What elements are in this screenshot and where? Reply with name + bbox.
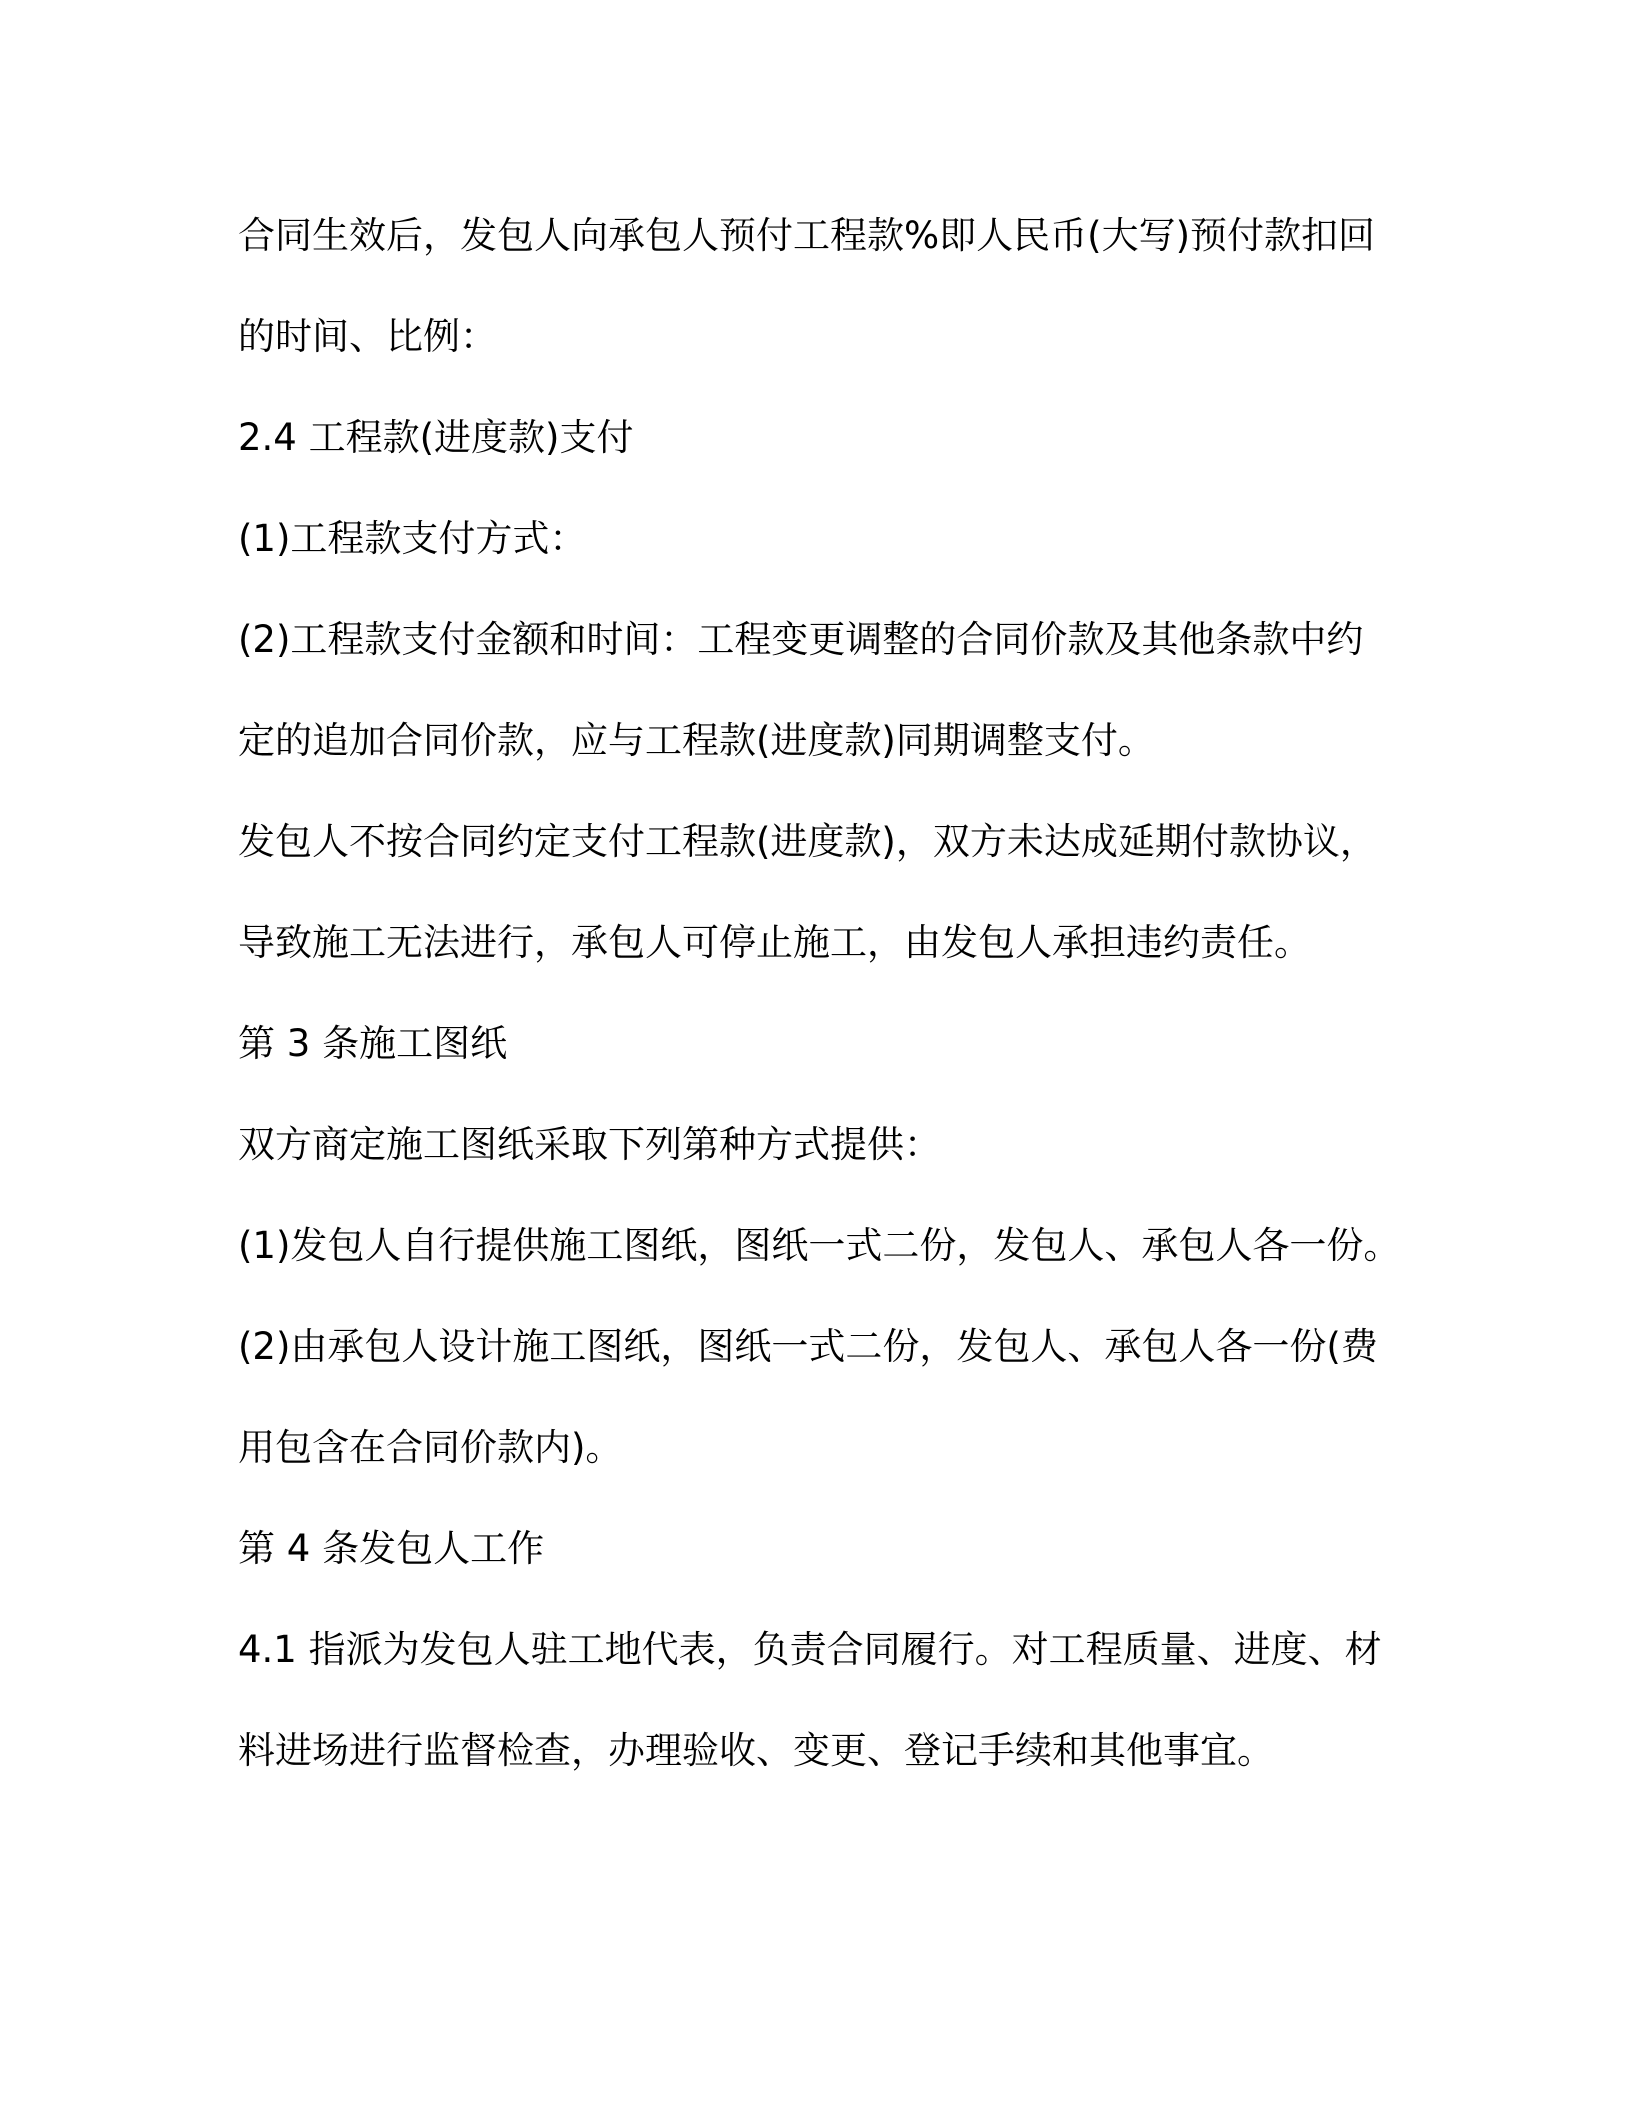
text-line: 的时间、比例：: [238, 315, 497, 358]
text-line: 双方商定施工图纸采取下列第种方式提供：: [238, 1123, 941, 1166]
text-line: (1)工程款支付方式：: [238, 517, 587, 560]
section-heading: 第 3 条施工图纸: [238, 1022, 508, 1065]
text-line: (2)由承包人设计施工图纸，图纸一式二份，发包人、承包人各一份(费: [238, 1325, 1378, 1368]
section-heading: 第 4 条发包人工作: [238, 1527, 545, 1570]
text-line: 用包含在合同价款内)。: [238, 1426, 623, 1469]
section-heading: 2.4 工程款(进度款)支付: [238, 416, 634, 459]
text-line: 定的追加合同价款，应与工程款(进度款)同期调整支付。: [238, 719, 1155, 762]
text-line: 导致施工无法进行，承包人可停止施工，由发包人承担违约责任。: [238, 921, 1311, 964]
text-line: 合同生效后，发包人向承包人预付工程款%即人民币(大写)预付款扣回: [238, 214, 1376, 257]
text-line: 发包人不按合同约定支付工程款(进度款)，双方未达成延期付款协议，: [238, 820, 1377, 863]
text-line: (1)发包人自行提供施工图纸，图纸一式二份，发包人、承包人各一份。: [238, 1224, 1401, 1267]
text-line: (2)工程款支付金额和时间：工程变更调整的合同价款及其他条款中约: [238, 618, 1364, 661]
text-line: 4.1 指派为发包人驻工地代表，负责合同履行。对工程质量、进度、材: [238, 1628, 1382, 1671]
text-line: 料进场进行监督检查，办理验收、变更、登记手续和其他事宜。: [238, 1729, 1274, 1772]
document-body: [238, 185, 1401, 1801]
